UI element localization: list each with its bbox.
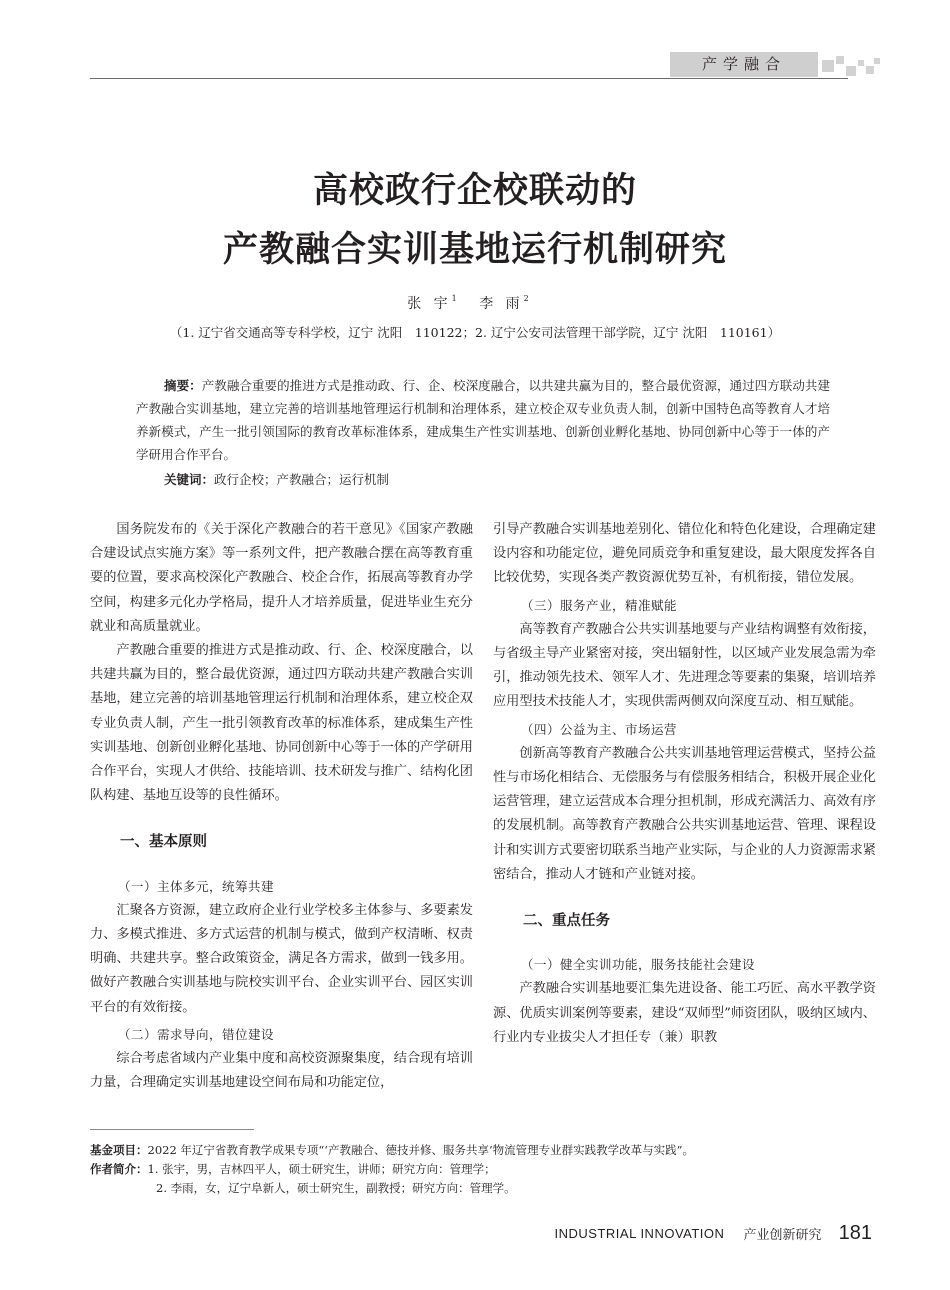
author-name: 李 雨 bbox=[479, 296, 524, 312]
section-heading: 一、基本原则 bbox=[120, 834, 207, 851]
page-number: 181 bbox=[838, 1222, 872, 1244]
author-sup: 1 bbox=[451, 294, 457, 303]
title-line-2: 产教融合实训基地运行机制研究 bbox=[222, 230, 727, 270]
subsection-heading: （四）公益为主、市场运营 bbox=[521, 721, 678, 737]
paragraph: 综合考虑省域内产业集中度和高校资源聚集度，结合现有培训力量，合理确定实训基地建设空间布局和功能定位， bbox=[90, 1051, 473, 1091]
header-rule bbox=[90, 78, 848, 79]
footnote-rule bbox=[90, 1129, 254, 1130]
paragraph: 国务院发布的《关于深化产教融合的若干意见》《国家产教融合建设试点实施方案》等一系列文件，把产教融合摆在高等教育重要的位置，要求高校深化产教融合、校企合作，拓展高等教育办学空间，构建多元化办学格局，提升人才培养质量，促进毕业生充分就业和高质量就业。 bbox=[90, 522, 473, 634]
paragraph: 引导产教融合实训基地差别化、错位化和特色化建设，合理确定建设内容和功能定位，避免同质竞争和重复建设，最大限度发挥各自比较优势，实现各类产教资源优势互补，有机衔接，错位发展。 bbox=[493, 522, 876, 586]
authors bbox=[0, 293, 950, 313]
body-column-left bbox=[90, 518, 473, 1095]
paragraph: 高等教育产教融合公共实训基地要与产业结构调整有效衔接，与省级主导产业紧密对接，突出辐射性，以区域产业发展急需为牵引，推动领先技术、领军人才、先进理念等要素的集聚，培训培养应用型技术技能人才，实现供需两侧双向深度互动、相互赋能。 bbox=[493, 621, 876, 710]
author-label: 作者简介： bbox=[90, 1162, 148, 1176]
author-note bbox=[90, 1160, 870, 1179]
body-column-right bbox=[493, 518, 876, 1050]
author-name: 张 宇 bbox=[407, 296, 452, 312]
keywords-text: 政行企校；产教融合；运行机制 bbox=[214, 472, 390, 487]
paragraph: 产教融合重要的推进方式是推动政、行、企、校深度融合，以共建共赢为目的，整合最优资源，通过四方联动共建产教融合实训基地，建立完善的培训基地管理运行机制和治理体系，建立校企双专业负责人制，产生一批引领教育改革的标准体系，建成集生产性实训基地、创新创业孵化基地、协同创新中心等于一体的产学研用合作平台，实现人才供给、技能培训、技术研发与推广、结构化团队构建、基地互设等的良性循环。 bbox=[90, 643, 473, 804]
subsection-heading: （一）主体多元，统筹共建 bbox=[118, 878, 275, 894]
journal-name-en: INDUSTRIAL INNOVATION bbox=[554, 1226, 725, 1241]
journal-name-cn: 产业创新研究 bbox=[743, 1228, 822, 1243]
footnotes bbox=[90, 1141, 870, 1198]
subsection-heading: （二）需求导向，错位建设 bbox=[118, 1026, 275, 1042]
page-footer bbox=[555, 1222, 872, 1248]
paragraph: 创新高等教育产教融合公共实训基地管理运营模式，坚持公益性与市场化相结合、无偿服务与有偿服务相结合，积极开展企业化运营管理，建立运营成本合理分担机制，形成充满活力、高效有序的发展机制。高等教育产教融合公共实训基地运营、管理、课程设计和实训方式要密切联系当地产业实际，与企业的人力资源需求紧密结合，推动人才链和产业链对接。 bbox=[493, 745, 876, 882]
title-line-1: 高校政行企校联动的 bbox=[312, 171, 637, 211]
author-bio-1: 1. 张宇，男，吉林四平人，硕士研究生，讲师；研究方向：管理学； bbox=[147, 1162, 496, 1176]
author-sup: 2 bbox=[523, 294, 529, 303]
abstract-label: 摘要： bbox=[164, 378, 202, 393]
author-bio-2: 2. 李雨，女，辽宁阜新人，硕士研究生，副教授；研究方向：管理学。 bbox=[156, 1181, 516, 1195]
paragraph: 汇聚各方资源，建立政府企业行业学校多主体参与、多要素发力、多模式推进、多方式运营的机制与模式，做到产权清晰、权责明确、共建共享。整合政策资金，满足各方需求，做到一钱多用。做好产教融合实训基地与院校实训平台、企业实训平台、园区实训平台的有效衔接。 bbox=[90, 902, 473, 1015]
subsection-heading: （三）服务产业，精准赋能 bbox=[521, 597, 678, 613]
decorative-squares bbox=[822, 56, 882, 76]
fund-text: 2022 年辽宁省教育教学成果专项“‘产教融合、德技并修、服务共享’物流管理专业群实践教学改革与实践”。 bbox=[147, 1143, 694, 1157]
affiliation: （1. 辽宁省交通高等专科学校，辽宁 沈阳 110122；2. 辽宁公安司法管理干部学院，辽宁 沈阳 110161） bbox=[169, 325, 781, 340]
fund-label: 基金项目： bbox=[90, 1143, 148, 1157]
abstract bbox=[136, 374, 830, 466]
section-heading: 二、重点任务 bbox=[523, 913, 610, 930]
section-tag: 产学融合 bbox=[670, 52, 818, 77]
subsection-heading: （一）健全实训功能，服务技能社会建设 bbox=[521, 957, 756, 973]
keywords-label: 关键词： bbox=[164, 472, 215, 487]
abstract-text: 产教融合重要的推进方式是推动政、行、企、校深度融合，以共建共赢为目的，整合最优资源，通过四方联动共建产教融合实训基地，建立完善的培训基地管理运行机制和治理体系，建立校企双专业负责人制，创新中国特色高等教育人才培养新模式，产生一批引领国际的教育改革标准体系，建成集生产性实训基地、创新创业孵化基地、协同创新中心等于一体的产学研用合作平台。 bbox=[136, 378, 830, 462]
paragraph: 产教融合实训基地要汇集先进设备、能工巧匠、高水平教学资源、优质实训案例等要素，建设“双师型”师资团队，吸纳区域内、行业内专业拔尖人才担任专（兼）职教 bbox=[493, 981, 876, 1045]
keywords bbox=[164, 470, 389, 488]
fund-note bbox=[90, 1141, 870, 1160]
